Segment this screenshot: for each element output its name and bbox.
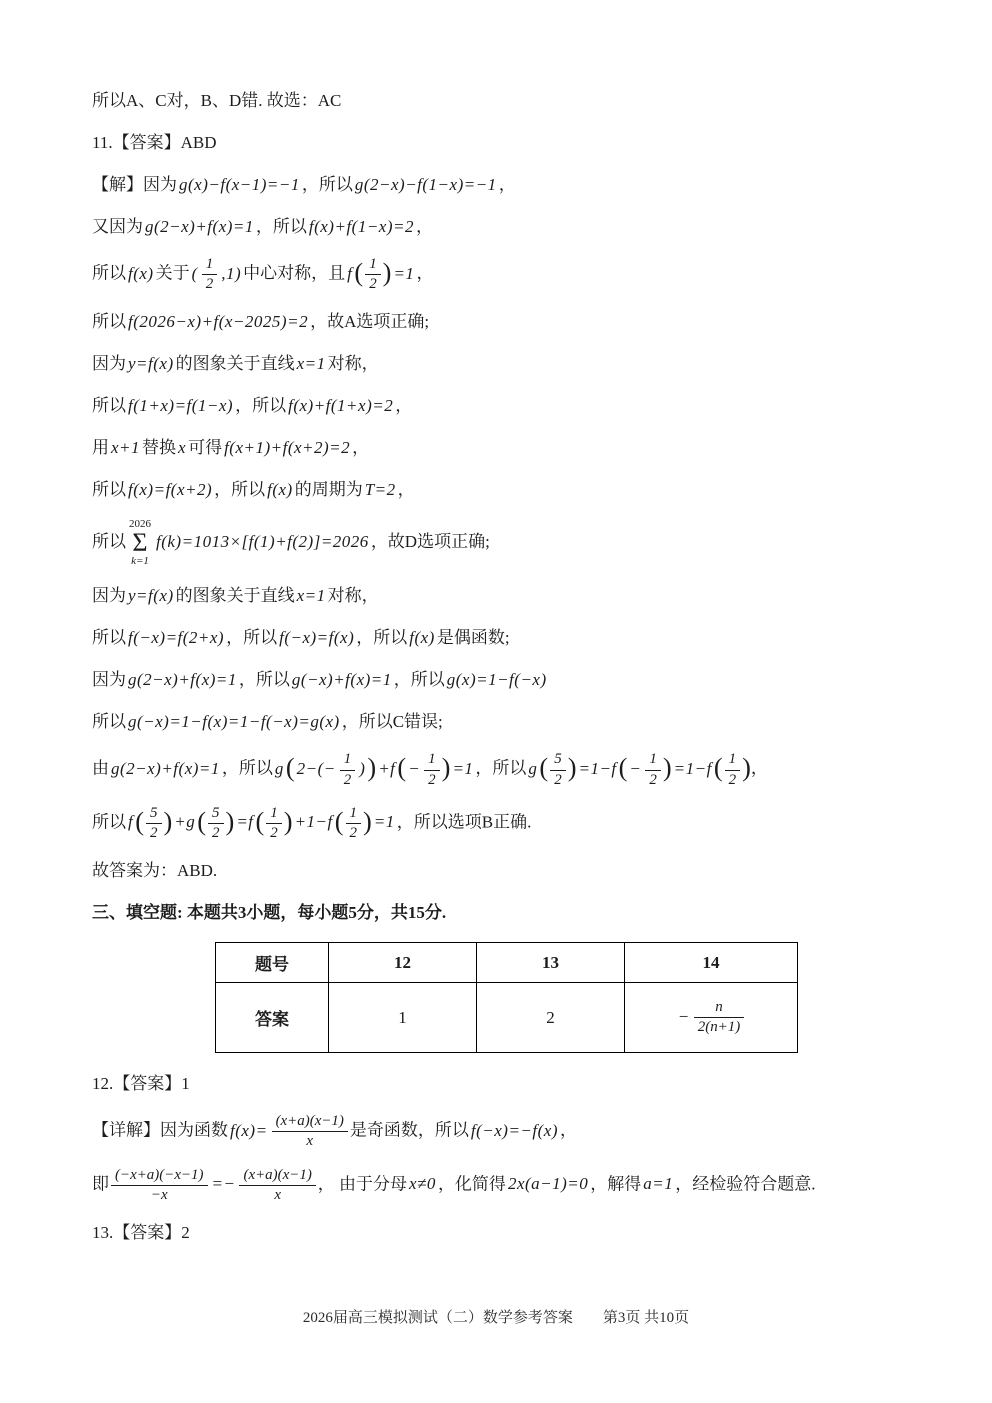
text-run: ，所以 (238, 670, 290, 690)
math-run: g(2−x)+f(x)=1 (145, 217, 254, 236)
text-run: ，化简得 (437, 1174, 506, 1194)
math-run: ( (191, 263, 198, 283)
fraction-numerator: n (694, 999, 744, 1018)
math-run: x (178, 438, 187, 458)
math-run: f(2026−x)+f(x−2025)=2 (128, 312, 309, 332)
text-run: 即 (92, 1174, 109, 1194)
big-parenthesis: ( (397, 753, 407, 783)
sigma-symbol: Σ (132, 528, 148, 558)
fraction (208, 805, 223, 842)
fraction-numerator: (x+a)(x−1) (272, 1113, 348, 1132)
math-run: y=f(x) (128, 354, 174, 374)
line-conclusion-ac (92, 88, 952, 114)
math-run: f(k)=1013×[f(1)+f(2)]=2026 (156, 532, 369, 552)
math-run: 2x(a−1)=0 (507, 1174, 589, 1194)
fraction-denominator: 2 (270, 824, 278, 841)
solution-line-8 (92, 477, 952, 503)
solution-line-11 (92, 625, 952, 651)
fraction-denominator: 2 (349, 824, 357, 841)
text-run: ， 由于分母 (317, 1174, 408, 1194)
math-run: =1−f (578, 758, 617, 778)
fraction-denominator: 2 (554, 771, 562, 788)
fraction-numerator: 1 (424, 751, 439, 770)
text-run: ，所以 (214, 480, 266, 500)
text-run: ，所以 (356, 628, 408, 648)
text-run: 中心对称，且 (243, 263, 346, 283)
answer-cell-13: 2 (477, 983, 625, 1053)
text-run: 因为 (92, 354, 126, 374)
math-run: x+1 (111, 438, 141, 458)
math-run: ) (359, 758, 366, 778)
line-section-fill-blanks (92, 900, 952, 926)
big-parenthesis: ( (354, 258, 364, 288)
table-header-q12: 12 (329, 943, 477, 983)
answer-cell-14 (625, 983, 798, 1053)
text-run: 又因为 (92, 217, 143, 236)
fraction-denominator: 2 (150, 824, 158, 841)
math-run: g (274, 758, 284, 778)
fraction-denominator: 2 (343, 771, 352, 788)
fraction (424, 751, 439, 788)
text-run: 【详解】因为函数 (92, 1120, 228, 1140)
fill-blank-answer-table (215, 942, 798, 1053)
text-run: ，故D选项正确; (370, 532, 490, 552)
page-footer: 2026届高三模拟测试（二）数学参考答案 第3页 共10页 (302, 1310, 690, 1326)
fraction-numerator: 1 (266, 805, 281, 824)
math-run: f(−x)=f(2+x) (128, 628, 225, 648)
text-run: 替换 (142, 438, 177, 458)
text-run: 11.【答案】ABD (92, 133, 217, 152)
text-run: 13.【答案】2 (92, 1222, 190, 1242)
text-run: 所以 (92, 312, 126, 332)
solution-line-16 (92, 858, 952, 884)
summation (129, 519, 151, 567)
big-parenthesis: ) (363, 806, 372, 836)
text-run: ， (416, 263, 434, 283)
math-run: x≠0 (409, 1174, 436, 1194)
big-parenthesis: ( (255, 806, 265, 836)
big-parenthesis: ( (334, 806, 344, 836)
text-run: 的周期为 (294, 480, 363, 500)
answer-cell-12: 1 (329, 983, 477, 1053)
fraction-numerator: 5 (550, 751, 565, 770)
solution-line-10 (92, 583, 952, 609)
math-run: =1 (452, 758, 474, 778)
fraction-denominator: −x (150, 1186, 168, 1203)
text-run: ，所以 (221, 758, 273, 778)
text-run: 所以 (92, 480, 126, 500)
math-run: g(−x)=1−f(x)=1−f(−x)=g(x) (128, 712, 340, 732)
text-run: 所以 (92, 532, 126, 552)
fraction (111, 1167, 208, 1204)
big-parenthesis: ( (618, 753, 628, 783)
math-run: =f (236, 812, 254, 832)
text-run: 所以A、C对，B、D错. 故选：AC (92, 91, 342, 110)
solution-line-1 (92, 172, 952, 198)
text-run: ， (395, 396, 413, 416)
fraction-numerator: 1 (365, 256, 380, 275)
math-run: f(x) (409, 628, 435, 648)
text-run: ，所以选项B正确. (396, 812, 532, 832)
math-run: f(−x)=−f(x) (470, 1120, 558, 1140)
text-run: 12.【答案】1 (92, 1074, 190, 1094)
big-parenthesis: ) (367, 753, 377, 783)
solution-line-5 (92, 351, 952, 377)
text-run: 所以 (92, 263, 126, 283)
answer-14-fraction (694, 999, 744, 1036)
big-parenthesis: ) (225, 806, 235, 836)
math-run: a=1 (643, 1174, 674, 1194)
math-run: f(x)+f(1+x)=2 (288, 396, 394, 416)
fraction-numerator: 5 (208, 805, 223, 824)
fraction-numerator: 1 (645, 751, 660, 770)
fraction-denominator: x (274, 1186, 281, 1203)
fraction (645, 751, 660, 788)
text-run: 对称， (327, 354, 379, 374)
fraction-denominator: 2(n+1) (697, 1019, 741, 1036)
math-run: +1−f (294, 812, 333, 832)
text-run: 的图象关于直线 (175, 586, 295, 606)
fraction-denominator: 2 (728, 771, 737, 788)
big-parenthesis: ( (285, 753, 295, 783)
big-parenthesis: ) (742, 753, 751, 783)
text-run: ，解得 (590, 1174, 642, 1194)
math-run: x=1 (296, 354, 326, 374)
math-run: g(2−x)+f(x)=1 (128, 670, 237, 690)
text-run: ， (750, 758, 768, 778)
fraction (146, 805, 161, 842)
text-run: 三、填空题: 本题共3小题，每小题5分，共15分. (92, 903, 447, 923)
math-run: f (347, 263, 353, 283)
math-run: f(1+x)=f(1−x) (128, 396, 234, 416)
math-run: f (128, 812, 134, 832)
big-parenthesis: ( (713, 753, 723, 783)
text-run: ， (498, 175, 516, 194)
table-header-q13: 13 (477, 943, 625, 983)
math-run: g(x)−f(x−1)=−1 (179, 175, 300, 194)
big-parenthesis: ) (441, 753, 451, 783)
text-run: ， (352, 438, 370, 458)
big-parenthesis: ) (567, 753, 577, 783)
big-parenthesis: ( (197, 806, 207, 836)
big-parenthesis: ( (135, 806, 145, 836)
text-run: 用 (92, 438, 109, 458)
math-run: f(x)+f(1−x)=2 (308, 217, 414, 236)
math-run: g (528, 758, 538, 778)
math-run: f(x) (128, 263, 154, 283)
math-run: y=f(x) (128, 586, 174, 606)
big-parenthesis: ) (283, 806, 293, 836)
math-run: f(x) (267, 480, 293, 500)
math-run: f(x)=f(x+2) (128, 480, 213, 500)
solution-line-7 (92, 435, 952, 461)
math-run: g(−x)+f(x)=1 (291, 670, 392, 690)
fraction-denominator: 2 (649, 771, 657, 788)
math-run: +f (378, 758, 396, 778)
text-run: ， (397, 480, 415, 500)
math-run: ,1) (221, 263, 242, 283)
math-run: − (408, 758, 421, 778)
math-run: =1−f (673, 758, 712, 778)
fraction (365, 256, 380, 293)
fraction-numerator: 1 (346, 805, 361, 824)
text-run: 所以 (92, 812, 126, 832)
fraction (202, 256, 217, 293)
table-header-question-number: 题号 (216, 943, 329, 983)
text-run: ，所以 (255, 217, 307, 236)
math-run: f(−x)=f(x) (279, 628, 355, 648)
text-run: ，所以 (301, 175, 353, 194)
fraction (266, 805, 281, 842)
math-run: g(2−x)+f(x)=1 (111, 758, 220, 778)
text-run: 因为 (92, 670, 126, 690)
text-run: 所以 (92, 712, 126, 732)
answer-14-minus-sign: − (677, 1006, 690, 1026)
table-answer-row-label: 答案 (216, 983, 329, 1053)
fraction-denominator: 2 (369, 276, 377, 293)
line-answer-12 (92, 1071, 952, 1097)
text-run: ， (415, 217, 433, 236)
text-run: 所以 (92, 396, 126, 416)
fraction (272, 1113, 348, 1150)
math-run: g(2−x)−f(1−x)=−1 (354, 175, 497, 194)
fraction-denominator: 2 (428, 771, 436, 788)
fraction-numerator: (−x+a)(−x−1) (111, 1167, 208, 1186)
sum-upper-limit: 2026 (129, 518, 151, 531)
big-parenthesis: ) (662, 753, 672, 783)
line-detail-12-1 (92, 1113, 952, 1150)
fraction (346, 805, 361, 842)
solution-line-3 (92, 256, 952, 293)
text-run: 因为 (92, 586, 126, 606)
text-run: ，所以 (393, 670, 445, 690)
fraction-numerator: 1 (725, 751, 740, 770)
fraction-numerator: 1 (202, 256, 217, 275)
text-run: 由 (92, 758, 109, 778)
text-run: ，所以 (226, 628, 278, 648)
math-run: 2−(− (296, 758, 336, 778)
fraction-denominator: 2 (205, 276, 214, 293)
text-run: ，所以 (475, 758, 527, 778)
text-run: 是偶函数; (436, 628, 510, 648)
solution-line-4 (92, 309, 952, 335)
fraction (550, 751, 565, 788)
text-run: ，所以 (235, 396, 287, 416)
fraction-denominator: x (306, 1133, 314, 1150)
content-top (92, 88, 952, 926)
math-run: =1 (393, 263, 415, 283)
math-run: g(x)=1−f(−x) (446, 670, 547, 690)
text-run: 可得 (188, 438, 223, 458)
solution-line-12 (92, 667, 952, 693)
solution-line-6 (92, 393, 952, 419)
solution-line-9 (92, 519, 952, 567)
table-header-q14: 14 (625, 943, 798, 983)
text-run: 【解】因为 (92, 175, 177, 194)
math-run: f(x)= (230, 1120, 268, 1140)
solution-line-14 (92, 751, 952, 788)
line-detail-12-2 (92, 1167, 952, 1204)
text-run: 对称， (327, 586, 379, 606)
fraction-denominator: 2 (212, 824, 220, 841)
big-parenthesis: ( (539, 753, 549, 783)
text-run: 的图象关于直线 (175, 354, 295, 374)
solution-line-15 (92, 805, 952, 842)
text-run: 故答案为：ABD. (92, 861, 218, 881)
solution-line-2 (92, 214, 952, 240)
math-run: T=2 (364, 480, 396, 500)
text-run: 关于 (155, 263, 190, 283)
text-run: 所以 (92, 628, 126, 648)
math-run: f(x+1)+f(x+2)=2 (224, 438, 351, 458)
math-run: =1 (373, 812, 395, 832)
content-bottom (92, 1071, 952, 1246)
fraction-numerator: 5 (146, 805, 161, 824)
math-run: =− (211, 1174, 236, 1194)
table-header-row (216, 943, 798, 983)
math-run: − (629, 758, 642, 778)
math-run: +g (174, 812, 196, 832)
solution-line-13 (92, 709, 952, 735)
text-run: ， (560, 1120, 577, 1140)
text-run: ，经检验符合题意. (675, 1174, 816, 1194)
fraction (340, 751, 355, 788)
fraction (239, 1167, 315, 1204)
sum-lower-limit: k=1 (131, 555, 149, 568)
fraction-numerator: (x+a)(x−1) (239, 1167, 315, 1186)
text-run: ，所以C错误; (341, 712, 443, 732)
line-answer-11 (92, 130, 952, 156)
table-answer-row (216, 983, 798, 1053)
text-run: 是奇函数，所以 (349, 1120, 469, 1140)
math-run: x=1 (296, 586, 326, 606)
big-parenthesis: ) (163, 806, 173, 836)
big-parenthesis: ) (382, 258, 392, 288)
fraction (725, 751, 740, 788)
text-run: ，故A选项正确; (310, 312, 430, 332)
fraction-numerator: 1 (340, 751, 355, 770)
line-answer-13 (92, 1220, 952, 1246)
